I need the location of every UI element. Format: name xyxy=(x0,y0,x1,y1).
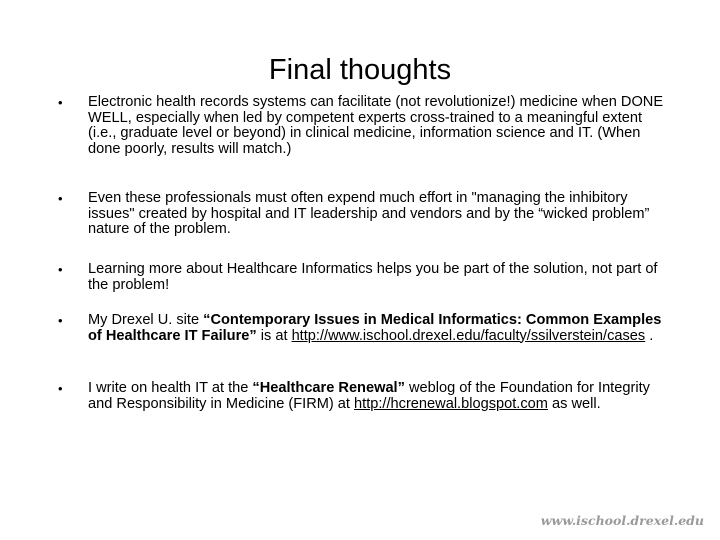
bullet-item-2 xyxy=(58,190,668,238)
bullet-text-middle: is at xyxy=(256,327,292,344)
hcrenewal-link[interactable]: http://hcrenewal.blogspot.com xyxy=(354,395,548,412)
site-title: “Contemporary Issues in Medical Informatics: Common Examples of Healthcare IT Failure” xyxy=(88,312,662,344)
bullet-icon: • xyxy=(58,381,63,396)
bullet-icon: • xyxy=(58,95,63,110)
bullet-text-middle: weblog of the Foundation for Integrity and Responsibility in Medicine (FIRM) at xyxy=(88,380,650,412)
bullet-item-1 xyxy=(58,94,668,157)
weblog-title: “Healthcare Renewal” xyxy=(252,380,405,396)
bullet-icon: • xyxy=(58,262,63,277)
bullet-text: Electronic health records systems can facilitate (not revolutionize!) medicine when DONE WELL, especially when led by competent experts cross-trained to a meaningful extent (i.e., graduate level or beyond) in clinical medicine, information science and IT. (When done poorly, results will match.) xyxy=(88,94,664,157)
bullet-icon: • xyxy=(58,313,63,328)
bullet-item-5 xyxy=(58,380,668,412)
bullet-text: Learning more about Healthcare Informatics helps you be part of the solution, not part of the problem! xyxy=(88,261,658,293)
cases-link[interactable]: http://www.ischool.drexel.edu/faculty/ssilverstein/cases xyxy=(291,327,646,344)
bullet-item-4 xyxy=(58,312,668,344)
footer-url: www.ischool.drexel.edu xyxy=(540,513,704,528)
bullet-item-3 xyxy=(58,261,668,293)
bullet-text-suffix: . xyxy=(645,327,654,344)
bullet-text: Even these professionals must often expend much effort in "managing the inhibitory issues" created by hospital and IT leadership and vendors and by the “wicked problem” nature of the problem. xyxy=(88,190,650,237)
bullet-text-prefix: I write on health IT at the xyxy=(88,380,253,396)
bullet-text-prefix: My Drexel U. site xyxy=(88,312,204,328)
slide-title: Final thoughts xyxy=(268,54,452,86)
bullet-text-suffix: as well. xyxy=(547,395,601,412)
bullet-icon: • xyxy=(58,191,63,206)
